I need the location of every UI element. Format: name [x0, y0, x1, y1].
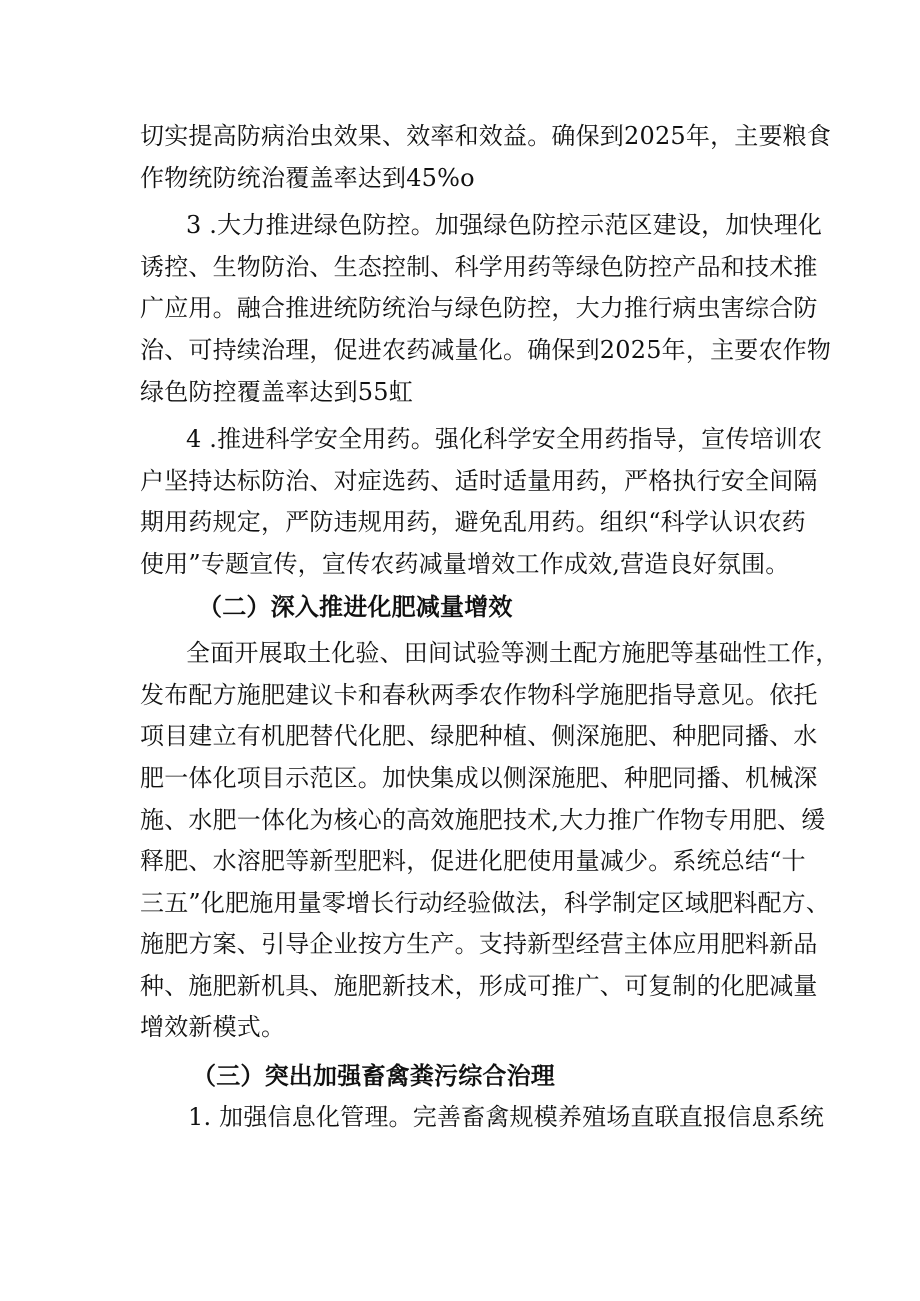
paragraph-line: 施肥方案、引导企业按方生产。支持新型经营主体应用肥料新品: [140, 930, 818, 959]
paragraph-line: 种、施肥新机具、施肥新技术，形成可推广、可复制的化肥减量: [140, 971, 818, 1000]
paragraph-line: 3 .大力推进绿色防控。加强绿色防控示范区建设，加快理化: [186, 211, 823, 240]
paragraph-line: 三五”化肥施用量零增长行动经验做法，科学制定区域肥料配方、: [140, 888, 831, 917]
paragraph-line: 发布配方施肥建议卡和春秋两季农作物科学施肥指导意见。依托: [140, 680, 818, 709]
paragraph-line: 使用”专题宣传，宣传农药减量增效工作成效,营造良好氛围。: [140, 549, 790, 578]
paragraph-line: 项目建立有机肥替代化肥、绿肥种植、侧深施肥、种肥同播、水: [140, 722, 818, 751]
paragraph-line: 肥一体化项目示范区。加快集成以侧深施肥、种肥同播、机械深: [140, 763, 818, 792]
paragraph-line: 施、水肥一体化为核心的高效施肥技术,大力推广作物专用肥、缓: [140, 805, 826, 834]
document-body: [140, 116, 840, 1138]
paragraph-line: 治、可持续治理，促进农药减量化。确保到2025年，主要农作物: [140, 335, 832, 364]
paragraph-line: 绿色防控覆盖率达到55虹: [140, 377, 413, 406]
paragraph-line: 释肥、水溶肥等新型肥料，促进化肥使用量减少。系统总结“十: [140, 847, 806, 876]
paragraph-line: 期用药规定，严防违规用药，避免乱用药。组织“科学认识农药: [140, 508, 806, 537]
section-heading: （三）突出加强畜禽粪污综合治理: [192, 1061, 555, 1091]
paragraph-line: 户坚持达标防治、对症选药、适时适量用药，严格执行安全间隔: [140, 466, 818, 495]
paragraph-line: 作物统防统治覆盖率达到45%o: [140, 163, 475, 192]
paragraph-line: 增效新模式。: [140, 1013, 286, 1042]
section-heading: （二）深入推进化肥减量增效: [198, 591, 513, 621]
paragraph-line: 全面开展取土化验、田间试验等测土配方施肥等基础性工作，: [186, 639, 840, 668]
paragraph-line: 切实提高防病治虫效果、效率和效益。确保到2025年，主要粮食: [140, 122, 832, 150]
paragraph-line: 诱控、生物防治、生态控制、科学用药等绿色防控产品和技术推: [140, 252, 818, 281]
paragraph-line: 1. 加强信息化管理。完善畜禽规模养殖场直联直报信息系统: [188, 1102, 825, 1131]
paragraph-line: 广应用。融合推进统防统治与绿色防控，大力推行病虫害综合防: [140, 294, 818, 323]
paragraph-line: 4 .推进科学安全用药。强化科学安全用药指导，宣传培训农: [186, 425, 823, 454]
